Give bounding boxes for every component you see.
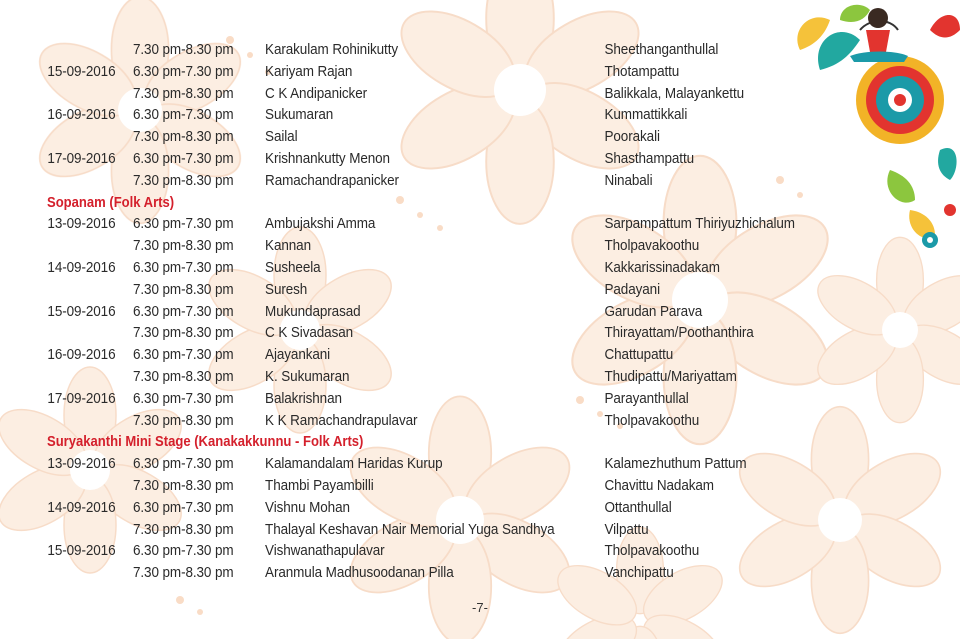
time-cell: 7.30 pm-8.30 pm: [132, 477, 234, 494]
art-form-cell: Tholpavakoothu: [604, 543, 700, 560]
time-cell: 7.30 pm-8.30 pm: [132, 129, 234, 146]
table-row: [0, 563, 960, 585]
art-form-cell: Chattupattu: [604, 347, 674, 364]
table-row: [0, 345, 960, 367]
time-cell: 7.30 pm-8.30 pm: [132, 565, 234, 582]
performer-cell: Balakrishnan: [265, 390, 342, 407]
art-form-cell: Kalamezhuthum Pattum: [604, 456, 747, 473]
art-form-cell: Sheethanganthullal: [604, 42, 719, 58]
performer-cell: Ajayankani: [265, 347, 331, 364]
art-form-cell: Vanchipattu: [604, 565, 674, 582]
date-cell: 13-09-2016: [47, 456, 116, 473]
table-row: [0, 149, 960, 171]
performer-cell: Ambujakshi Amma: [265, 216, 376, 233]
table-row: [0, 236, 960, 258]
time-cell: 6.30 pm-7.30 pm: [132, 543, 234, 560]
art-form-cell: Kummattikkali: [604, 107, 688, 124]
section-heading: [0, 193, 960, 215]
performer-cell: Karakulam Rohinikutty: [265, 42, 399, 58]
performer-cell: Thalayal Keshavan Nair Memorial Yuga Sandhya: [265, 521, 555, 538]
table-row: [0, 389, 960, 411]
performer-cell: K K Ramachandrapulavar: [265, 412, 418, 429]
time-cell: 6.30 pm-7.30 pm: [132, 303, 234, 320]
table-row: [0, 84, 960, 106]
performer-cell: K. Sukumaran: [265, 368, 350, 385]
date-cell: 16-09-2016: [47, 347, 116, 364]
time-cell: 6.30 pm-7.30 pm: [132, 216, 234, 233]
performer-cell: Vishwanathapulavar: [265, 543, 385, 560]
performer-cell: Mukundaprasad: [265, 303, 361, 320]
time-cell: 7.30 pm-8.30 pm: [132, 325, 234, 342]
art-form-cell: Tholpavakoothu: [604, 412, 700, 429]
art-form-cell: Garudan Parava: [604, 303, 703, 320]
art-form-cell: Poorakali: [604, 129, 660, 146]
table-row: [0, 411, 960, 433]
date-cell: 13-09-2016: [47, 216, 116, 233]
time-cell: 6.30 pm-7.30 pm: [132, 456, 234, 473]
time-cell: 7.30 pm-8.30 pm: [132, 412, 234, 429]
time-cell: 7.30 pm-8.30 pm: [132, 368, 234, 385]
art-form-cell: Ninabali: [604, 172, 653, 189]
section-heading: [0, 432, 960, 454]
performer-cell: Suresh: [265, 281, 308, 298]
art-form-cell: Parayanthullal: [604, 390, 689, 407]
time-cell: 6.30 pm-7.30 pm: [132, 347, 234, 364]
art-form-cell: Kakkarissinadakam: [604, 259, 720, 276]
performer-cell: C K Sivadasan: [265, 325, 354, 342]
time-cell: 7.30 pm-8.30 pm: [132, 521, 234, 538]
table-row: [0, 454, 960, 476]
date-cell: 15-09-2016: [47, 303, 116, 320]
table-row: [0, 476, 960, 498]
table-row: [0, 258, 960, 280]
table-row: [0, 541, 960, 563]
schedule-table: [0, 40, 960, 585]
date-cell: 16-09-2016: [47, 107, 116, 124]
time-cell: 6.30 pm-7.30 pm: [132, 499, 234, 516]
section-heading-text: Suryakanthi Mini Stage (Kanakakkunnu - Folk Arts): [47, 434, 364, 451]
table-row: [0, 323, 960, 345]
table-row: [0, 214, 960, 236]
performer-cell: Sukumaran: [265, 107, 334, 124]
performer-cell: Thambi Payambilli: [265, 477, 374, 494]
page-number: -7-: [472, 600, 488, 615]
table-row: [0, 302, 960, 324]
time-cell: 7.30 pm-8.30 pm: [132, 85, 234, 102]
table-row: [0, 62, 960, 84]
art-form-cell: Thirayattam/Poothanthira: [604, 325, 754, 342]
date-cell: 14-09-2016: [47, 499, 116, 516]
art-form-cell: Vilpattu: [604, 521, 649, 538]
time-cell: 7.30 pm-8.30 pm: [132, 42, 234, 58]
date-cell: 15-09-2016: [47, 543, 116, 560]
art-form-cell: Thudipattu/Mariyattam: [604, 368, 737, 385]
time-cell: 6.30 pm-7.30 pm: [132, 63, 234, 80]
date-cell: 17-09-2016: [47, 150, 116, 167]
table-row: [0, 520, 960, 542]
performer-cell: Susheela: [265, 259, 321, 276]
table-row: [0, 40, 960, 62]
performer-cell: C K Andipanicker: [265, 85, 368, 102]
performer-cell: Sailal: [265, 129, 298, 146]
time-cell: 6.30 pm-7.30 pm: [132, 390, 234, 407]
time-cell: 7.30 pm-8.30 pm: [132, 172, 234, 189]
time-cell: 6.30 pm-7.30 pm: [132, 150, 234, 167]
table-row: [0, 171, 960, 193]
art-form-cell: Padayani: [604, 281, 660, 298]
time-cell: 6.30 pm-7.30 pm: [132, 259, 234, 276]
art-form-cell: Tholpavakoothu: [604, 238, 700, 255]
table-row: [0, 280, 960, 302]
table-row: [0, 127, 960, 149]
performer-cell: Vishnu Mohan: [265, 499, 350, 516]
art-form-cell: Thotampattu: [604, 63, 680, 80]
date-cell: 15-09-2016: [47, 63, 116, 80]
art-form-cell: Ottanthullal: [604, 499, 672, 516]
art-form-cell: Balikkala, Malayankettu: [604, 85, 745, 102]
art-form-cell: Shasthampattu: [604, 150, 695, 167]
time-cell: 7.30 pm-8.30 pm: [132, 281, 234, 298]
date-cell: 17-09-2016: [47, 390, 116, 407]
performer-cell: Aranmula Madhusoodanan Pilla: [265, 565, 454, 582]
art-form-cell: Chavittu Nadakam: [604, 477, 714, 494]
time-cell: 6.30 pm-7.30 pm: [132, 107, 234, 124]
performer-cell: Ramachandrapanicker: [265, 172, 399, 189]
date-cell: 14-09-2016: [47, 259, 116, 276]
performer-cell: Kariyam Rajan: [265, 63, 353, 80]
table-row: [0, 367, 960, 389]
table-row: [0, 498, 960, 520]
art-form-cell: Sarpampattum Thiriyuzhichalum: [604, 216, 795, 233]
performer-cell: Kalamandalam Haridas Kurup: [265, 456, 443, 473]
table-row: [0, 105, 960, 127]
section-heading-text: Sopanam (Folk Arts): [47, 194, 175, 211]
performer-cell: Kannan: [265, 238, 311, 255]
performer-cell: Krishnankutty Menon: [265, 150, 390, 167]
time-cell: 7.30 pm-8.30 pm: [132, 238, 234, 255]
